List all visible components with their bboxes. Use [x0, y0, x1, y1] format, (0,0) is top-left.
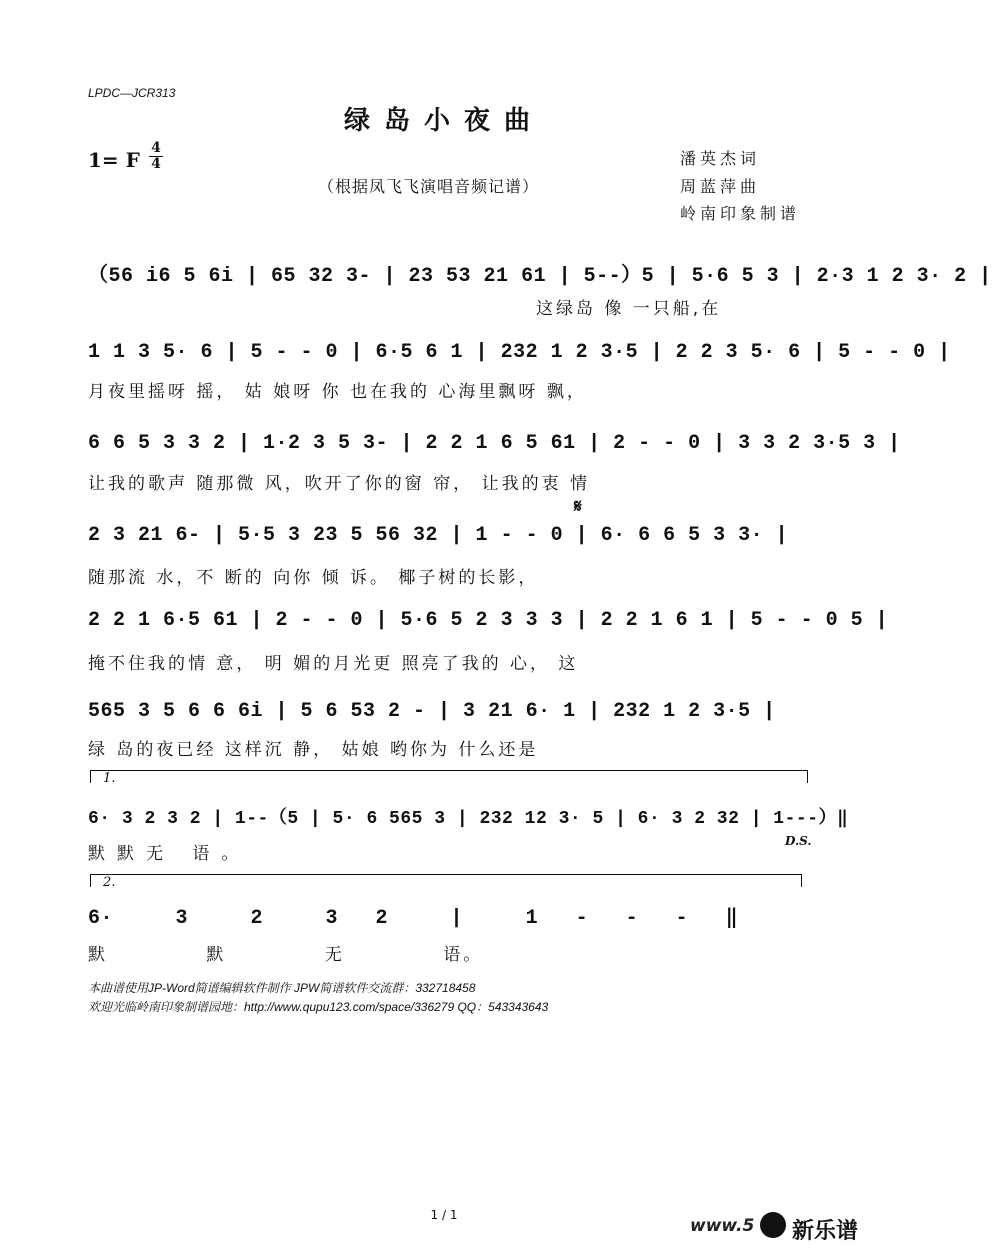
lyric-row-2: 月夜里摇呀 摇， 姑 娘呀 你 也在我的 心海里飘呀 飘，: [88, 382, 587, 402]
lyric-row-1: 这绿岛 像 一只船,在: [536, 299, 722, 319]
segno-sign: 𝄋: [574, 496, 582, 517]
score-code: LPDC—JCR313: [88, 86, 176, 100]
notation-row-7: 6· 3 2 3 2 | 1--（5 | 5· 6 565 3 | 232 12 3· 5 | 6· 3 2 32 | 1---）‖: [88, 809, 849, 829]
lyric-row-5: 掩不住我的情 意， 明 媚的月光更 照亮了我的 心， 这: [88, 654, 579, 674]
footer-line-1: 本曲谱使用JP-Word简谱编辑软件制作 JPW简谱软件交流群：332718458: [88, 981, 476, 995]
notation-row-1: （56 i6 5 6i | 65 32 3- | 23 53 21 61 | 5--）5 | 5·6 5 3 | 2·3 1 2 3· 2 |: [88, 265, 992, 288]
second-ending-bracket: [90, 874, 802, 890]
notation-row-2: 1 1 3 5· 6 | 5 - - 0 | 6·5 6 1 | 232 1 2 3·5 | 2 2 3 5· 6 | 5 - - 0 |: [88, 341, 951, 364]
lyric-row-8: 默 默 无 语。: [88, 945, 484, 965]
page-number: 1 / 1: [430, 1208, 458, 1222]
arranger-credit: 岭南印象制谱: [680, 204, 801, 223]
lyric-row-6: 绿 岛的夜已经 这样沉 静， 姑娘 哟你为 什么还是: [88, 740, 539, 760]
page-title: 绿岛小夜曲: [343, 106, 544, 136]
lyric-row-7: 默默无 语。: [88, 844, 251, 864]
lyricist-credit: 潘英杰词: [680, 149, 761, 168]
subtitle: （根据凤飞飞演唱音频记谱）: [318, 177, 540, 196]
first-ending-bracket: [90, 770, 808, 786]
time-signature-top: 4: [151, 140, 161, 156]
second-ending-label: 2.: [103, 875, 116, 890]
time-signature-bottom: 4: [151, 156, 161, 172]
lyric-row-3: 让我的歌声 随那微 风，吹开了你的窗 帘， 让我的衷 情: [88, 474, 591, 494]
lyric-row-4: 随那流 水，不 断的 向你 倾 诉。 椰子树的长影，: [88, 568, 539, 588]
watermark-name: 新乐谱: [792, 1219, 859, 1244]
dal-segno-mark: D.S.: [785, 834, 812, 848]
time-signature: [149, 141, 163, 172]
notation-row-3: 6 6 5 3 3 2 | 1·2 3 5 3- | 2 2 1 6 5 61 | 2 - - 0 | 3 3 2 3·5 3 |: [88, 432, 901, 455]
notation-row-5: 2 2 1 6·5 61 | 2 - - 0 | 5·6 5 2 3 3 3 | 2 2 1 6 1 | 5 - - 0 5 |: [88, 609, 889, 632]
notation-row-8: 6· 3 2 3 2 | 1 - - - ‖: [88, 907, 739, 930]
footer-line-2: 欢迎光临岭南印象制谱园地：http://www.qupu123.com/space/336279 QQ：543343643: [88, 1000, 549, 1014]
notation-row-4: 2 3 21 6- | 5·5 3 23 5 56 32 | 1 - - 0 | 6· 6 6 5 3 3· |: [88, 524, 789, 547]
composer-credit: 周蓝萍曲: [680, 177, 761, 196]
notation-row-6: 565 3 5 6 6 6i | 5 6 53 2 - | 3 21 6· 1 | 232 1 2 3·5 |: [88, 700, 776, 723]
watermark-site: www.5: [690, 1216, 755, 1236]
key-signature: 1= F: [88, 148, 140, 172]
first-ending-label: 1.: [103, 771, 116, 786]
record-icon: [760, 1212, 786, 1238]
